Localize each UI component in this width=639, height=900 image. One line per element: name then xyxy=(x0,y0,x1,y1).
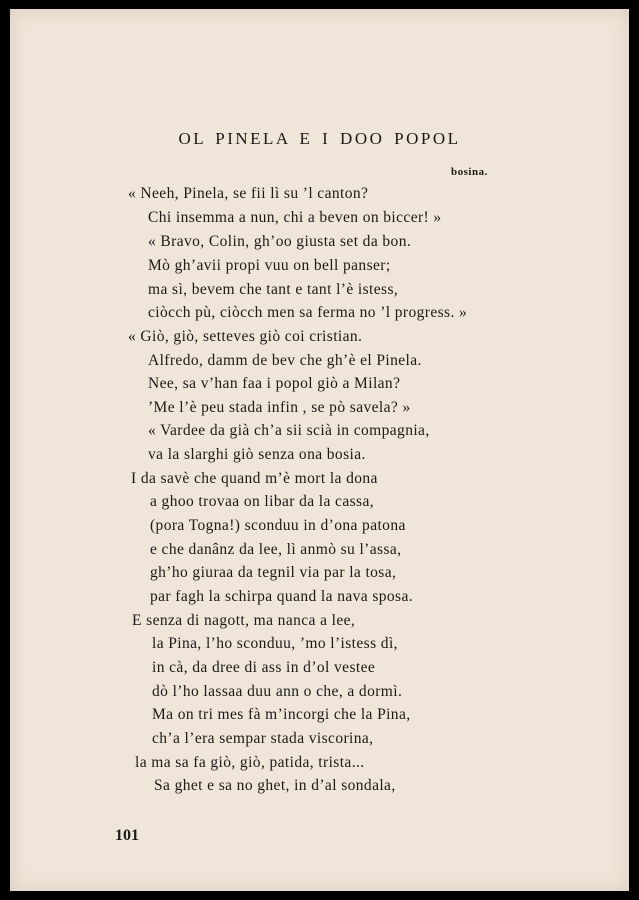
verse-line: e che danânz da lee, lì anmò su l’assa, xyxy=(150,541,402,558)
verse-line: (pora Togna!) sconduu in d’ona patona xyxy=(150,517,406,534)
verse-line: Chi insemma a nun, chi a beven on biccer! » xyxy=(148,209,442,226)
verse-line: « Neeh, Pinela, se fii lì su ’l canton? xyxy=(128,185,369,202)
verse-line: Mò gh’avii propi vuu on bell panser; xyxy=(148,257,391,274)
verse-line: E senza di nagott, ma nanca a lee, xyxy=(132,612,356,629)
verse-line: ciòcch pù, ciòcch men sa ferma no ’l progress. » xyxy=(148,304,468,321)
verse-line: la Pina, l’ho sconduu, ’mo l’istess dì, xyxy=(152,635,398,652)
verse-line: dò l’ho lassaa duu ann o che, a dormì. xyxy=(152,683,403,700)
verse-line: Nee, sa v’han faa i popol giò a Milan? xyxy=(148,375,401,392)
verse-line: par fagh la schirpa quand la nava sposa. xyxy=(150,588,414,605)
poem-title: OL PINELA E I DOO POPOL xyxy=(178,129,461,148)
verse-line: gh’ho giuraa da tegnil via par la tosa, xyxy=(150,564,397,581)
verse-line: ’Me l’è peu stada infin , se pò savela? » xyxy=(148,399,411,416)
verse-line: la ma sa fa giò, giò, patida, trista... xyxy=(135,754,365,771)
poem-subtitle: bosina. xyxy=(451,166,488,178)
verse-line: ch’a l’era sempar stada viscorina, xyxy=(152,730,374,747)
verse-line: ma sì, bevem che tant e tant l’è istess, xyxy=(148,281,399,298)
verse-line: a ghoo trovaa on libar da la cassa, xyxy=(150,493,375,510)
verse-line: in cà, da dree di ass in d’ol vestee xyxy=(152,659,376,676)
verse-line: « Bravo, Colin, gh’oo giusta set da bon. xyxy=(148,233,412,250)
verse-line: Sa ghet e sa no ghet, in d’al sondala, xyxy=(154,777,396,794)
page-number: 101 xyxy=(115,827,139,844)
verse-line: « Vardee da già ch’a sii scià in compagnia, xyxy=(148,422,430,439)
book-page xyxy=(10,9,629,891)
verse-line: Alfredo, damm de bev che gh’è el Pinela. xyxy=(148,352,422,369)
verse-line: I da savè che quand m’è mort la dona xyxy=(131,470,378,487)
verse-line: « Giò, giò, setteves giò coi cristian. xyxy=(128,328,363,345)
verse-line: Ma on tri mes fà m’incorgi che la Pina, xyxy=(152,706,411,723)
verse-line: va la slarghi giò senza ona bosia. xyxy=(148,446,366,463)
